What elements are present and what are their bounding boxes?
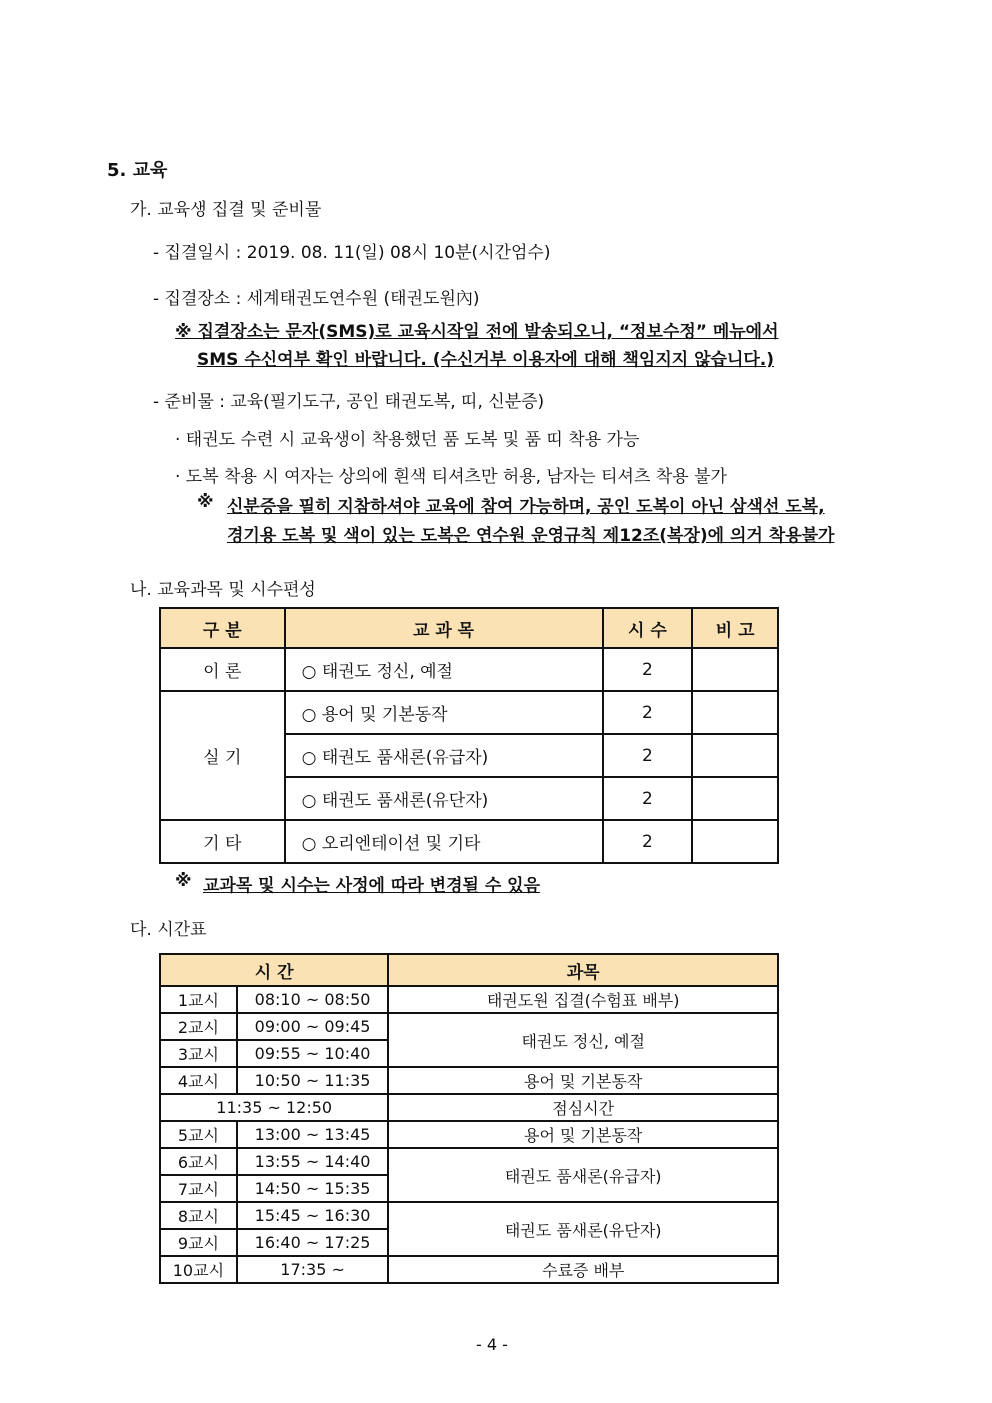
supplies-bullet-2: · 도복 착용 시 여자는 상의에 흰색 티셔츠만 허용, 남자는 티셔츠 착용 불가 xyxy=(175,467,727,487)
period-cell: 7교시 xyxy=(160,1175,237,1202)
note-sms-line2: SMS 수신여부 확인 바랍니다. (수신거부 이용자에 대해 책임지지 않습니다.) xyxy=(197,350,775,370)
curriculum-table xyxy=(159,607,779,864)
subject-cell: ○ 태권도 정신, 예절 xyxy=(285,648,603,691)
subject-cell: 태권도 품새론(유단자) xyxy=(388,1202,778,1256)
remarks-cell xyxy=(692,734,778,777)
subject-cell: ○ 오리엔테이션 및 기타 xyxy=(285,820,603,863)
table-row xyxy=(160,1121,778,1148)
time-cell: 09:00 ~ 09:45 xyxy=(237,1013,389,1040)
category-cell: 이 론 xyxy=(160,648,285,691)
subject-cell: ○ 태권도 품새론(유급자) xyxy=(285,734,603,777)
subject-cell: 수료증 배부 xyxy=(388,1256,778,1283)
note-id-line2: 경기용 도복 및 색이 있는 도복은 연수원 운영규칙 제12조(복장)에 의거 착용불가 xyxy=(227,526,835,546)
subject-cell: ○ 태권도 품새론(유단자) xyxy=(285,777,603,820)
subject-cell: 태권도원 집결(수험표 배부) xyxy=(388,986,778,1013)
header-subject: 교 과 목 xyxy=(285,608,603,648)
header-category: 구 분 xyxy=(160,608,285,648)
note-curriculum-mark: ※ xyxy=(175,871,192,891)
table-row xyxy=(160,1013,778,1040)
period-cell: 3교시 xyxy=(160,1040,237,1067)
table-header-row xyxy=(160,954,778,986)
table-row xyxy=(160,1067,778,1094)
hours-cell: 2 xyxy=(603,648,693,691)
header-subject: 과목 xyxy=(388,954,778,986)
subsection-a-title: 가. 교육생 집결 및 준비물 xyxy=(130,200,322,220)
time-cell: 14:50 ~ 15:35 xyxy=(237,1175,389,1202)
period-cell: 4교시 xyxy=(160,1067,237,1094)
hours-cell: 2 xyxy=(603,820,693,863)
time-cell: 13:00 ~ 13:45 xyxy=(237,1121,389,1148)
header-time: 시 간 xyxy=(160,954,388,986)
note-id-mark: ※ xyxy=(197,492,214,512)
subject-cell: 태권도 품새론(유급자) xyxy=(388,1148,778,1202)
page-number: - 4 - xyxy=(476,1335,508,1354)
period-cell: 10교시 xyxy=(160,1256,237,1283)
hours-cell: 2 xyxy=(603,734,693,777)
period-cell: 1교시 xyxy=(160,986,237,1013)
time-cell: 10:50 ~ 11:35 xyxy=(237,1067,389,1094)
table-row xyxy=(160,1094,778,1121)
timetable xyxy=(159,953,779,1284)
table-row xyxy=(160,691,778,734)
category-cell: 실 기 xyxy=(160,691,285,820)
table-row xyxy=(160,648,778,691)
remarks-cell xyxy=(692,691,778,734)
table-row xyxy=(160,820,778,863)
subject-cell: 용어 및 기본동작 xyxy=(388,1121,778,1148)
period-cell: 6교시 xyxy=(160,1148,237,1175)
note-sms-line1: ※ 집결장소는 문자(SMS)로 교육시작일 전에 발송되오니, “정보수정” 메뉴에서 xyxy=(175,322,779,342)
time-cell: 15:45 ~ 16:30 xyxy=(237,1202,389,1229)
hours-cell: 2 xyxy=(603,777,693,820)
supplies: - 준비물 : 교육(필기도구, 공인 태권도복, 띠, 신분증) xyxy=(153,392,545,412)
period-cell: 2교시 xyxy=(160,1013,237,1040)
subject-cell: ○ 용어 및 기본동작 xyxy=(285,691,603,734)
section-title: 5. 교육 xyxy=(107,160,168,181)
period-cell: 5교시 xyxy=(160,1121,237,1148)
hours-cell: 2 xyxy=(603,691,693,734)
time-cell: 17:35 ~ xyxy=(237,1256,389,1283)
table-row xyxy=(160,1202,778,1229)
category-cell: 기 타 xyxy=(160,820,285,863)
remarks-cell xyxy=(692,648,778,691)
time-cell: 08:10 ~ 08:50 xyxy=(237,986,389,1013)
time-cell: 11:35 ~ 12:50 xyxy=(160,1094,388,1121)
subject-cell: 점심시간 xyxy=(388,1094,778,1121)
gather-place: - 집결장소 : 세계태권도연수원 (태권도원內) xyxy=(153,289,480,309)
period-cell: 9교시 xyxy=(160,1229,237,1256)
note-id-line1: 신분증을 필히 지참하셔야 교육에 참여 가능하며, 공인 도복이 아닌 삼색선 도복, xyxy=(227,497,825,517)
subsection-b-title: 나. 교육과목 및 시수편성 xyxy=(130,580,316,600)
subject-cell: 용어 및 기본동작 xyxy=(388,1067,778,1094)
gather-time: - 집결일시 : 2019. 08. 11(일) 08시 10분(시간엄수) xyxy=(153,243,551,263)
subsection-c-title: 다. 시간표 xyxy=(130,920,207,940)
time-cell: 09:55 ~ 10:40 xyxy=(237,1040,389,1067)
time-cell: 16:40 ~ 17:25 xyxy=(237,1229,389,1256)
period-cell: 8교시 xyxy=(160,1202,237,1229)
supplies-bullet-1: · 태권도 수련 시 교육생이 착용했던 품 도복 및 품 띠 착용 가능 xyxy=(175,430,640,450)
table-header-row xyxy=(160,608,778,648)
table-row xyxy=(160,986,778,1013)
table-row xyxy=(160,1148,778,1175)
note-curriculum: 교과목 및 시수는 사정에 따라 변경될 수 있음 xyxy=(203,876,541,896)
remarks-cell xyxy=(692,820,778,863)
header-remarks: 비 고 xyxy=(692,608,778,648)
time-cell: 13:55 ~ 14:40 xyxy=(237,1148,389,1175)
header-hours: 시 수 xyxy=(603,608,693,648)
table-row xyxy=(160,1256,778,1283)
remarks-cell xyxy=(692,777,778,820)
subject-cell: 태권도 정신, 예절 xyxy=(388,1013,778,1067)
